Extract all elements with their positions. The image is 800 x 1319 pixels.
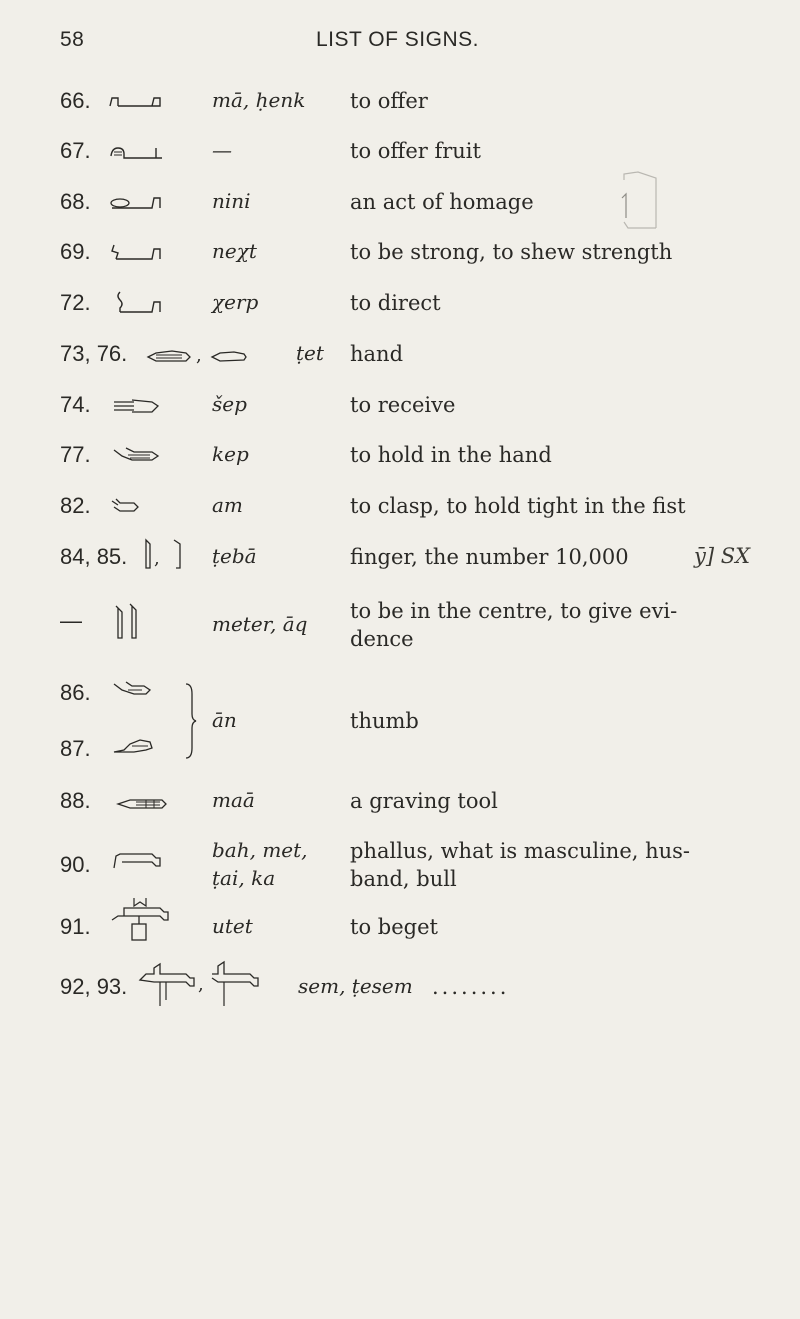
hieroglyph-thumb-icon xyxy=(110,680,158,704)
transliteration: meter, āq xyxy=(212,612,308,636)
meaning: hand xyxy=(350,342,404,366)
svg-text:,: , xyxy=(154,548,160,569)
transliteration: neχt xyxy=(212,239,257,263)
entry-number: 69. xyxy=(60,239,91,264)
hieroglyph-offering-arm-icon xyxy=(108,94,164,110)
meaning: to be strong, to shew strength xyxy=(350,240,673,264)
meaning-line: to be in the centre, to give evi- xyxy=(350,599,678,623)
hieroglyph-arm-with-sceptre-icon xyxy=(112,290,164,316)
entry-number: 74. xyxy=(60,392,91,417)
entry-number: 87. xyxy=(60,736,91,761)
entry-number: 90. xyxy=(60,852,91,877)
transliteration: nini xyxy=(212,189,251,213)
page-header xyxy=(0,28,800,58)
hieroglyph-receiving-hand-icon xyxy=(112,396,168,416)
hieroglyph-thumb-alt-icon xyxy=(110,736,158,760)
meaning: to offer fruit xyxy=(350,139,481,163)
entry-number: 72. xyxy=(60,290,91,315)
hieroglyph-fist-icon xyxy=(108,497,142,519)
entry-number: 68. xyxy=(60,189,91,214)
hieroglyph-graving-tool-icon xyxy=(116,792,172,812)
transliteration: ṭebā xyxy=(212,544,257,568)
entry-number: 73, 76. xyxy=(60,341,128,366)
entry-number: 67. xyxy=(60,138,91,163)
meaning-line: band, bull xyxy=(350,867,457,891)
entry-number: 82. xyxy=(60,493,91,518)
transliteration: χerp xyxy=(212,290,259,314)
hieroglyph-two-fingers-icon xyxy=(110,602,150,640)
meaning: to hold in the hand xyxy=(350,443,552,467)
transliteration: — xyxy=(212,138,232,162)
brace-icon xyxy=(184,682,198,760)
hieroglyph-phallus-icon xyxy=(112,850,168,874)
hieroglyph-arm-with-pot-icon xyxy=(108,193,164,213)
meaning: a graving tool xyxy=(350,789,498,813)
hieroglyph-phallus-with-vessel-icon xyxy=(110,896,174,944)
meaning: ........ xyxy=(432,975,510,999)
transliteration-line: bah, met, xyxy=(212,838,308,862)
transliteration: mā, ḥenk xyxy=(212,88,306,112)
meaning: to offer xyxy=(350,89,428,113)
meaning: thumb xyxy=(350,709,419,733)
transliteration-line: ṭai, ka xyxy=(212,866,276,890)
transliteration: ān xyxy=(212,708,237,732)
entry-number: 92, 93. xyxy=(60,974,128,999)
hieroglyph-arm-with-fruit-icon xyxy=(108,142,164,162)
entry-number: 86. xyxy=(60,680,91,705)
hieroglyph-phallus-with-fluid-icon xyxy=(138,960,288,1010)
entry-number: 77. xyxy=(60,442,91,467)
transliteration: maā xyxy=(212,788,255,812)
running-title: LIST OF SIGNS. xyxy=(316,28,479,51)
transliteration: šep xyxy=(212,392,247,416)
transliteration: ṭet xyxy=(296,341,324,365)
margin-note: ȳ] SX xyxy=(694,544,751,568)
meaning: an act of homage xyxy=(350,190,534,214)
hieroglyph-arm-with-whip-icon xyxy=(108,241,164,263)
meaning: to receive xyxy=(350,393,456,417)
transliteration: kep xyxy=(212,442,249,466)
svg-text:,: , xyxy=(196,345,202,365)
meaning: to direct xyxy=(350,291,441,315)
transliteration: utet xyxy=(212,914,253,938)
entry-number: 88. xyxy=(60,788,91,813)
entry-number: 91. xyxy=(60,914,91,939)
svg-text:,: , xyxy=(198,974,204,995)
meaning: to beget xyxy=(350,915,438,939)
hieroglyph-hand-icon xyxy=(146,345,274,365)
meaning: to clasp, to hold tight in the fist xyxy=(350,494,686,518)
entry-number: — xyxy=(60,608,82,633)
page-number: 58 xyxy=(60,28,85,51)
hieroglyph-cupped-hand-icon xyxy=(112,446,168,466)
transliteration: sem, ṭesem xyxy=(298,974,413,998)
meaning-line: dence xyxy=(350,627,414,651)
meaning-line: phallus, what is masculine, hus- xyxy=(350,839,691,863)
meaning: finger, the number 10,000 xyxy=(350,545,629,569)
entry-number: 84, 85. xyxy=(60,544,128,569)
transliteration: am xyxy=(212,493,243,517)
entry-number: 66. xyxy=(60,88,91,113)
hieroglyph-finger-icon xyxy=(140,538,196,574)
margin-bracket-mark-icon xyxy=(620,170,666,232)
